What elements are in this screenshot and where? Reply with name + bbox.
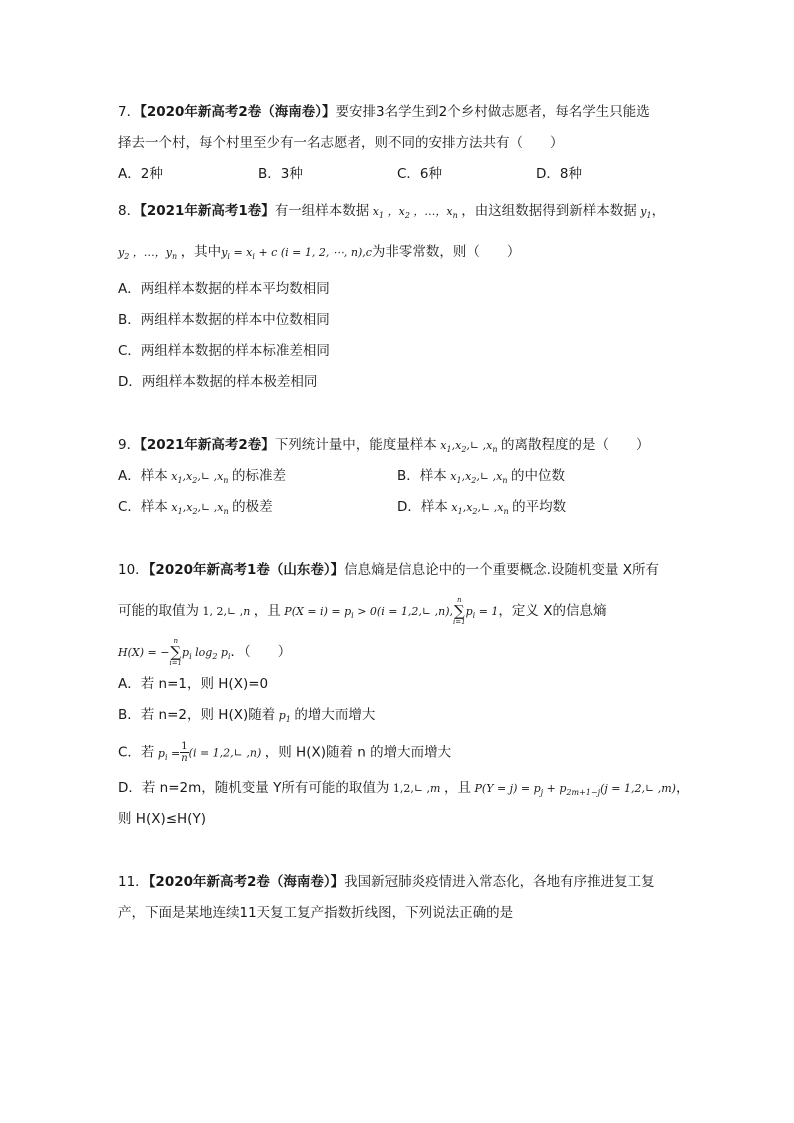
formula-entropy: H(X) = − [118, 646, 170, 659]
q7-option-d: D．8种 [536, 166, 582, 182]
q10-option-c: C．若 $p_i$ = $\frac{1}{n}$ (i = 1,2,∟ ,n) ，则 H(X)随着 n 的增大而增大 [118, 741, 452, 764]
q7-option-b: B．3种 [258, 166, 303, 182]
q7-option-a: A．2种 [118, 166, 163, 182]
formula-y1: $y_1$ [636, 205, 652, 220]
q10-option-a: A．若 n=1，则 H(X)=0 [118, 676, 269, 692]
q8-option-c: C．两组样本数据的样本标准差相同 [118, 343, 330, 359]
formula-y-sequence: $y_2$ ，…，$y_n$ [118, 246, 178, 261]
question-11-line-1: 11．【2020年新高考2卷（海南卷）】我国新冠肺炎疫情进入常态化，各地有序推进复工复 [118, 874, 655, 890]
question-10-line-1: 10．【2020年新高考1卷（山东卷）】信息熵是信息论中的一个重要概念.设随机变量 X所有 [118, 562, 659, 578]
formula-value-range: 1, 2,∟ ,n [199, 605, 251, 618]
formula-yi-definition: $y_i = x_i + c$ (i = 1, 2, ⋯, n),c [221, 246, 372, 261]
q8-option-a: A．两组样本数据的样本平均数相同 [118, 281, 330, 297]
question-9-line-1: 9．【2021年新高考2卷】下列统计量中，能度量样本 $x_1,x_2,∟$ $,x_n$ 的离散程度的是（ ） [118, 437, 650, 454]
q10-option-d-line-2: 则 H(X)≤H(Y) [118, 811, 206, 827]
question-7-line-2: 择去一个村，每个村里至少有一名志愿者，则不同的安排方法共有（ ） [118, 135, 564, 151]
q9-option-d: D．样本 $x_1,x_2,∟$ $,x_n$ 的平均数 [397, 499, 567, 516]
question-8-line-2: $y_2$ ，…，$y_n$ ，其中$y_i = x_i + c$ (i = 1, 2, ⋯, n),c为非零常数，则（ ） [118, 244, 521, 261]
q9-option-b: B．样本 $x_1,x_2,∟$ $,x_n$ 的中位数 [397, 468, 565, 485]
q10-option-d-line-1: D．若 n=2m，随机变量 Y所有可能的取值为 1,2,∟ ,m ，且 $P(Y = j) = p_j + p_{2m+1-j}(j$ = 1,2,∟ ,m)， [118, 780, 690, 797]
q7-option-c: C．6种 [397, 166, 443, 182]
question-source: 【2020年新高考2卷（海南卷）】 [140, 104, 336, 120]
question-7-line-1 [118, 103, 650, 121]
formula-probability: $P(X = i) = p_i > 0(i$ = 1,2,∟ ,n), [280, 605, 454, 620]
q9-option-c: C．样本 $x_1,x_2,∟$ $,x_n$ 的极差 [118, 499, 273, 516]
fraction-one-over-n: $\frac{1}{n}$ [181, 741, 188, 764]
formula-sample: $x_1,x_2,∟$ $,x_n$ [436, 439, 498, 454]
sum-symbol: n ∑ i=1 [169, 637, 183, 667]
formula-x-sequence: $x_1$ ，$x_2$ ，…，$x_n$ [369, 205, 458, 220]
q8-option-d: D．两组样本数据的样本极差相同 [118, 374, 318, 390]
q8-option-b: B．两组样本数据的样本中位数相同 [118, 312, 330, 328]
question-8-line-1: 8．【2021年新高考1卷】有一组样本数据 $x_1$ ，$x_2$ ，…，$x_n$ ，由这组数据得到新样本数据 $y_1$， [118, 203, 666, 220]
question-number: 7． [118, 104, 141, 120]
question-11-line-2: 产，下面是某地连续11天复工复产指数折线图，下列说法正确的是 [118, 905, 514, 921]
q9-option-a: A．样本 $x_1,x_2,∟$ $,x_n$ 的标准差 [118, 468, 286, 485]
question-10-line-2: 可能的取值为 1, 2,∟ ,n ，且 $P(X = i) = p_i > 0(i$ = 1,2,∟ ,n), n ∑ i=1 $p_i = 1$，定义 X的信息熵 [118, 596, 607, 626]
question-text: 要安排3名学生到2个乡村做志愿者，每名学生只能选 [335, 104, 650, 120]
sum-symbol: n ∑ i=1 [453, 596, 466, 626]
q10-option-b: B．若 n=2，则 H(X)随着 $p_1$ 的增大而增大 [118, 707, 376, 724]
question-10-line-3: H(X) = − n ∑ i=1 $p_i$ $\log_2 p_i$．（ ） [118, 637, 292, 667]
